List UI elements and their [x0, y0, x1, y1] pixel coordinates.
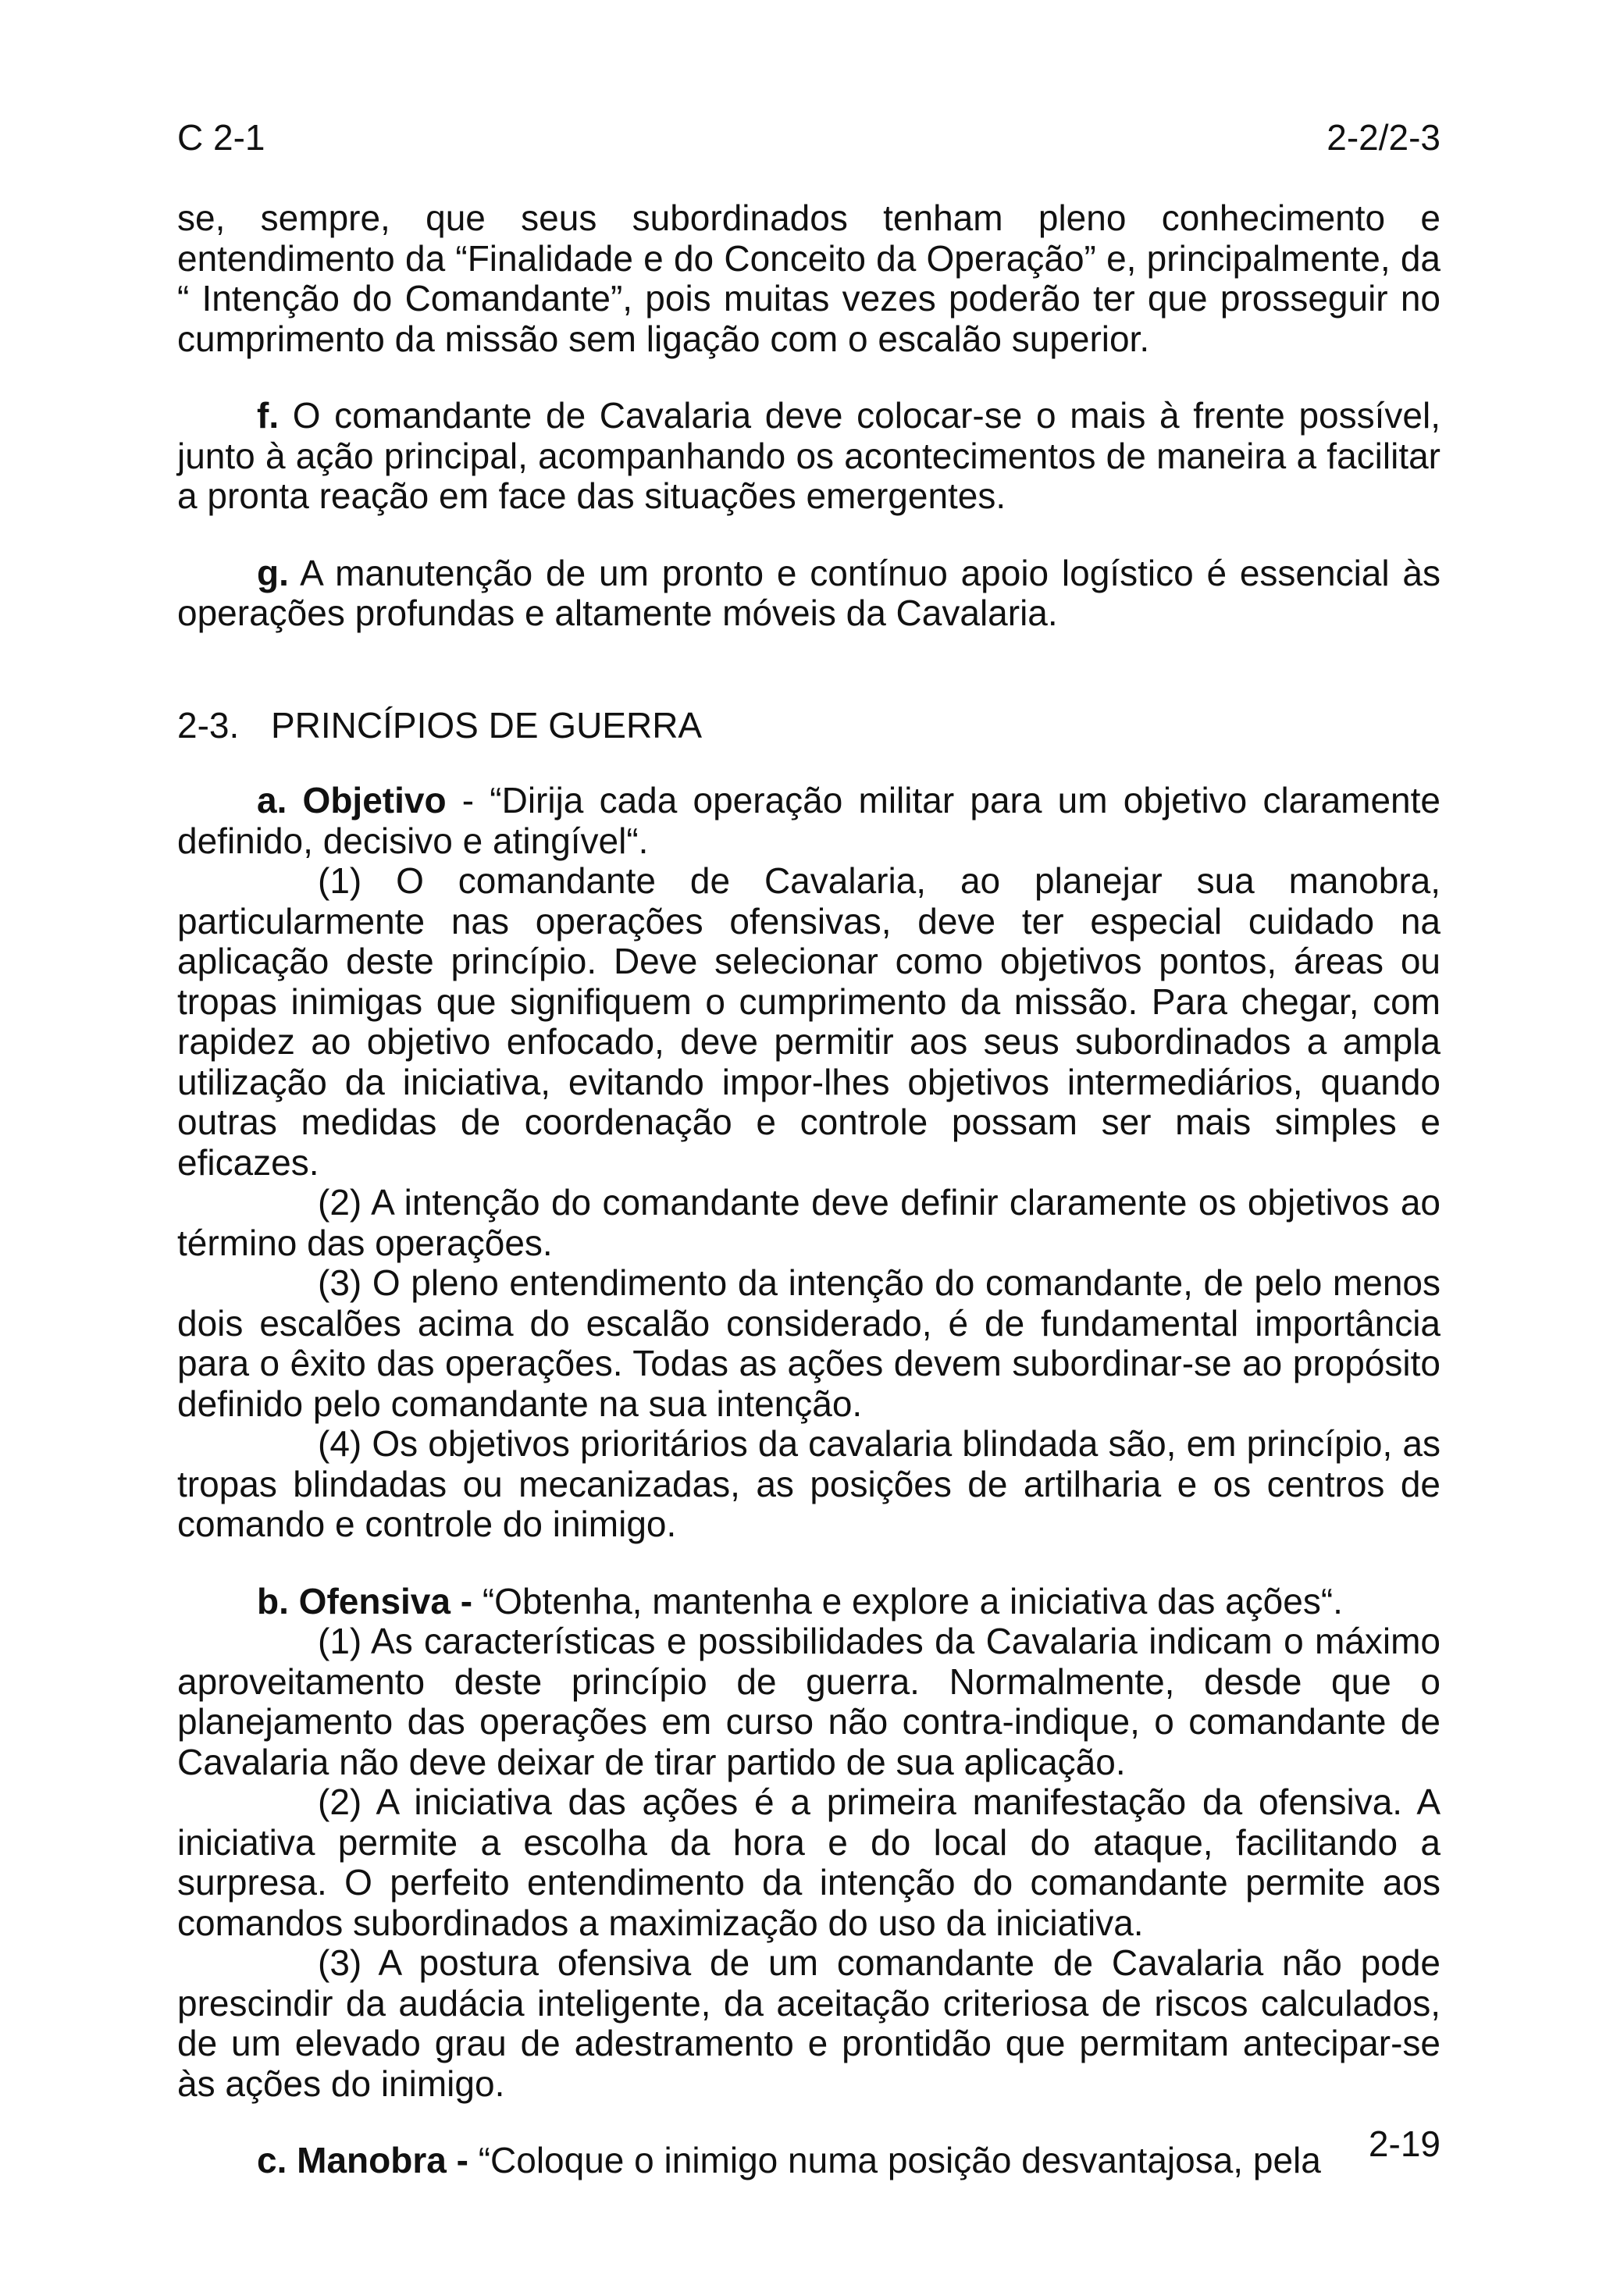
principle-quote: “Obtenha, mantenha e explore a iniciativa das ações“.: [472, 1580, 1343, 1621]
section-heading: [177, 706, 1441, 746]
principle-label: c. Manobra -: [257, 2140, 468, 2180]
manual-code: C 2-1: [177, 117, 265, 158]
principle-label: b. Ofensiva -: [257, 1580, 473, 1621]
principle-c: [177, 2141, 1441, 2181]
section-reference: 2-2/2-3: [1327, 117, 1441, 158]
subparagraph-b3: (3) A postura ofensiva de um comandante de Cavalaria não pode prescindir da audácia inteligente, da aceitação criteriosa de riscos calculados, de um elevado grau de adestramento e prontidão que permitam antecipar-se às ações do inimigo.: [177, 1942, 1441, 2104]
principle-label: a. Objetivo: [257, 780, 447, 821]
item-label: g.: [257, 552, 289, 593]
paragraph-text: A manutenção de um pronto e contínuo apoio logístico é essencial às operações profundas e altamente móveis da Cavalaria.: [177, 552, 1441, 633]
page-number: 2-19: [1368, 2123, 1441, 2164]
subparagraph-a2: (2) A intenção do comandante deve definir claramente os objetivos ao término das operações.: [177, 1182, 1441, 1263]
subparagraph-a1: (1) O comandante de Cavalaria, ao planejar sua manobra, particularmente nas operações ofensivas, deve ter especial cuidado na aplicação deste princípio. Deve selecionar como objetivos pontos, áreas ou tropas inimigas que signifiquem o cumprimento da missão. Para chegar, com rapidez ao objetivo enfocado, deve permitir aos seus subordinados a ampla utilização da iniciativa, evitando impor-lhes objetivos intermediários, quando outras medidas de coordenação e controle possam ser mais simples e eficazes.: [177, 860, 1441, 1183]
paragraph-text: O comandante de Cavalaria deve colocar-se o mais à frente possível, junto à ação principal, acompanhando os acontecimentos de maneira a facilitar a pronta reação em face das situações emergentes.: [177, 395, 1441, 516]
subparagraph-a3: (3) O pleno entendimento da intenção do comandante, de pelo menos dois escalões acima do escalão considerado, é de fundamental importância para o êxito das operações. Todas as ações devem subordinar-se ao propósito definido pelo comandante na sua intenção.: [177, 1262, 1441, 1424]
item-label: f.: [257, 395, 280, 436]
subparagraph-b2: (2) A iniciativa das ações é a primeira manifestação da ofensiva. A iniciativa permite a escolha da hora e do local do ataque, facilitando a surpresa. O perfeito entendimento da intenção do comandante permite aos comandos subordinados a maximização do uso da iniciativa.: [177, 1782, 1441, 1943]
subparagraph-a4: (4) Os objetivos prioritários da cavalaria blindada são, em princípio, as tropas blindadas ou mecanizadas, as posições de artilharia e os centros de comando e controle do inimigo.: [177, 1423, 1441, 1544]
paragraph-g: [177, 554, 1441, 634]
document-page: [177, 0, 1441, 2296]
principle-quote: “Coloque o inimigo numa posição desvantajosa, pela: [468, 2140, 1321, 2180]
page-body: [177, 198, 1441, 2181]
section-title: PRINCÍPIOS DE GUERRA: [271, 704, 703, 746]
section-number: 2-3.: [177, 704, 240, 746]
principle-quote: “Dirija cada operação militar para um objetivo claramente definido, decisivo e atingível“.: [177, 780, 1441, 861]
separator: -: [446, 780, 490, 821]
subparagraph-b1: (1) As características e possibilidades da Cavalaria indicam o máximo aproveitamento deste princípio de guerra. Normalmente, desde que o planejamento das operações em curso não contra-indique, o comandante de Cavalaria não deve deixar de tirar partido de sua aplicação.: [177, 1621, 1441, 1782]
principle-b: [177, 1582, 1441, 1622]
continuation-paragraph: se, sempre, que seus subordinados tenham pleno conhecimento e entendimento da “Finalidade e do Conceito da Operação” e, principalmente, da “ Intenção do Comandante”, pois muitas vezes poderão ter que prosseguir no cumprimento da missão sem ligação com o escalão superior.: [177, 198, 1441, 359]
principle-a: [177, 781, 1441, 861]
paragraph-f: [177, 396, 1441, 517]
